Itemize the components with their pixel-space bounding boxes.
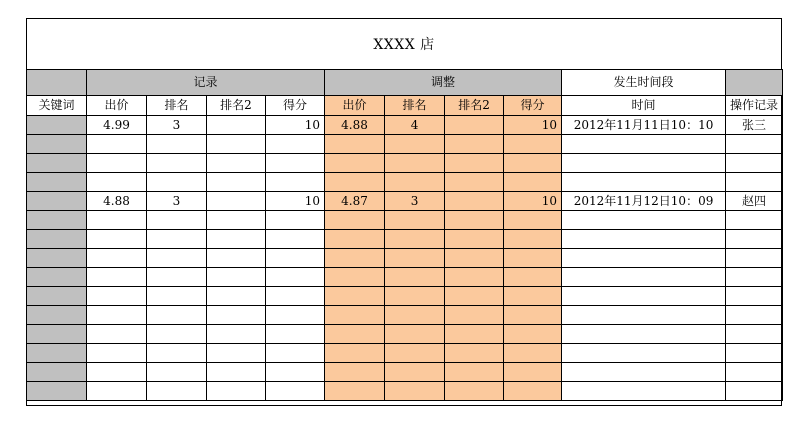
cell-adj-score[interactable]: 10 [504, 116, 562, 135]
cell-rec-rank2[interactable] [207, 230, 266, 249]
cell-rec-score[interactable] [266, 382, 325, 401]
cell-rec-score[interactable]: 10 [266, 192, 325, 211]
cell-adj-score[interactable] [504, 135, 562, 154]
cell-rec-rank[interactable] [147, 249, 207, 268]
cell-rec-score[interactable] [266, 173, 325, 192]
cell-rec-rank2[interactable] [207, 116, 266, 135]
table-row [27, 116, 783, 135]
cell-rec-rank[interactable] [147, 211, 207, 230]
cell-adj-bid[interactable] [325, 325, 385, 344]
cell-adj-rank[interactable] [385, 344, 445, 363]
cell-rec-rank2[interactable] [207, 135, 266, 154]
cell-keyword[interactable] [27, 173, 87, 192]
cell-adj-bid[interactable] [325, 287, 385, 306]
table-row [27, 325, 783, 344]
col-time: 时间 [562, 96, 726, 116]
cell-rec-rank[interactable] [147, 325, 207, 344]
cell-adj-rank2[interactable] [445, 363, 504, 382]
cell-operator[interactable] [726, 363, 783, 382]
cell-rec-rank2[interactable] [207, 306, 266, 325]
cell-time[interactable] [562, 135, 726, 154]
cell-time[interactable] [562, 325, 726, 344]
cell-adj-rank[interactable] [385, 382, 445, 401]
cell-rec-bid[interactable] [87, 344, 147, 363]
cell-adj-rank[interactable] [385, 325, 445, 344]
cell-adj-rank[interactable]: 3 [385, 192, 445, 211]
cell-adj-rank2[interactable] [445, 287, 504, 306]
cell-adj-bid[interactable] [325, 211, 385, 230]
cell-rec-bid[interactable] [87, 306, 147, 325]
cell-rec-rank2[interactable] [207, 154, 266, 173]
cell-rec-rank[interactable] [147, 154, 207, 173]
table-row [27, 249, 783, 268]
cell-adj-rank[interactable] [385, 268, 445, 287]
cell-rec-bid[interactable] [87, 268, 147, 287]
cell-adj-rank[interactable] [385, 135, 445, 154]
cell-adj-rank2[interactable] [445, 173, 504, 192]
table-row [27, 211, 783, 230]
cell-time[interactable] [562, 154, 726, 173]
cell-rec-score[interactable] [266, 211, 325, 230]
cell-adj-bid[interactable]: 4.88 [325, 116, 385, 135]
cell-rec-rank[interactable] [147, 287, 207, 306]
cell-rec-bid[interactable] [87, 325, 147, 344]
cell-rec-score[interactable] [266, 154, 325, 173]
cell-keyword[interactable] [27, 268, 87, 287]
table-row [27, 192, 783, 211]
col-keyword: 关键词 [27, 96, 87, 116]
cell-rec-score[interactable] [266, 325, 325, 344]
cell-keyword[interactable] [27, 325, 87, 344]
cell-adj-bid[interactable] [325, 382, 385, 401]
cell-adj-rank2[interactable] [445, 249, 504, 268]
cell-operator[interactable]: 张三 [726, 116, 783, 135]
cell-rec-bid[interactable] [87, 363, 147, 382]
cell-rec-rank2[interactable] [207, 363, 266, 382]
group-adjust: 调整 [325, 70, 562, 96]
col-operator: 操作记录 [726, 96, 783, 116]
cell-time[interactable] [562, 249, 726, 268]
table-row [27, 154, 783, 173]
col-adj-rank: 排名 [385, 96, 445, 116]
group-cell-blank [27, 70, 87, 96]
cell-adj-bid[interactable] [325, 363, 385, 382]
cell-adj-rank2[interactable] [445, 154, 504, 173]
cell-rec-bid[interactable] [87, 287, 147, 306]
cell-adj-score[interactable]: 10 [504, 192, 562, 211]
cell-adj-rank[interactable] [385, 363, 445, 382]
cell-rec-bid[interactable] [87, 249, 147, 268]
cell-time[interactable] [562, 173, 726, 192]
cell-adj-rank2[interactable] [445, 325, 504, 344]
cell-rec-rank[interactable] [147, 382, 207, 401]
col-rec-bid: 出价 [87, 96, 147, 116]
cell-adj-bid[interactable] [325, 154, 385, 173]
cell-keyword[interactable] [27, 306, 87, 325]
cell-adj-rank2[interactable] [445, 116, 504, 135]
table-row [27, 306, 783, 325]
cell-adj-rank2[interactable] [445, 211, 504, 230]
table-row [27, 135, 783, 154]
table-row [27, 382, 783, 401]
cell-rec-score[interactable] [266, 230, 325, 249]
col-adj-score: 得分 [504, 96, 562, 116]
cell-time[interactable]: 2012年11月11日10：10 [562, 116, 726, 135]
cell-rec-bid[interactable]: 4.99 [87, 116, 147, 135]
cell-operator[interactable] [726, 211, 783, 230]
table-row [27, 230, 783, 249]
cell-keyword[interactable] [27, 287, 87, 306]
cell-keyword[interactable] [27, 382, 87, 401]
cell-operator[interactable]: 赵四 [726, 192, 783, 211]
group-record: 记录 [87, 70, 325, 96]
cell-time[interactable] [562, 211, 726, 230]
cell-operator[interactable] [726, 249, 783, 268]
column-header-row [27, 96, 783, 116]
cell-adj-rank[interactable] [385, 306, 445, 325]
cell-adj-score[interactable] [504, 306, 562, 325]
cell-keyword[interactable] [27, 249, 87, 268]
cell-operator[interactable] [726, 268, 783, 287]
cell-operator[interactable] [726, 287, 783, 306]
cell-adj-rank2[interactable] [445, 192, 504, 211]
cell-adj-rank[interactable] [385, 287, 445, 306]
cell-keyword[interactable] [27, 154, 87, 173]
group-header-row [27, 70, 783, 96]
cell-keyword[interactable] [27, 211, 87, 230]
cell-adj-score[interactable] [504, 325, 562, 344]
cell-adj-rank[interactable] [385, 249, 445, 268]
cell-time[interactable] [562, 382, 726, 401]
cell-keyword[interactable] [27, 192, 87, 211]
cell-adj-score[interactable] [504, 287, 562, 306]
cell-rec-bid[interactable] [87, 230, 147, 249]
cell-rec-rank[interactable] [147, 306, 207, 325]
cell-time[interactable] [562, 344, 726, 363]
cell-rec-bid[interactable] [87, 382, 147, 401]
cell-adj-bid[interactable] [325, 135, 385, 154]
cell-operator[interactable] [726, 382, 783, 401]
cell-time[interactable]: 2012年11月12日10：09 [562, 192, 726, 211]
cell-rec-rank[interactable] [147, 363, 207, 382]
cell-operator[interactable] [726, 230, 783, 249]
cell-keyword[interactable] [27, 363, 87, 382]
cell-adj-rank[interactable] [385, 230, 445, 249]
cell-operator[interactable] [726, 306, 783, 325]
col-adj-bid: 出价 [325, 96, 385, 116]
table-row [27, 363, 783, 382]
sheet-title: XXXX 店 [373, 37, 435, 53]
cell-keyword[interactable] [27, 135, 87, 154]
cell-rec-rank2[interactable] [207, 344, 266, 363]
cell-adj-rank2[interactable] [445, 344, 504, 363]
group-period: 发生时间段 [562, 70, 726, 96]
cell-rec-rank[interactable] [147, 344, 207, 363]
cell-rec-rank[interactable] [147, 135, 207, 154]
cell-adj-score[interactable] [504, 211, 562, 230]
cell-keyword[interactable] [27, 116, 87, 135]
cell-rec-rank2[interactable] [207, 173, 266, 192]
cell-adj-bid[interactable]: 4.87 [325, 192, 385, 211]
cell-adj-bid[interactable] [325, 173, 385, 192]
cell-adj-rank[interactable]: 4 [385, 116, 445, 135]
cell-adj-score[interactable] [504, 230, 562, 249]
cell-rec-rank2[interactable] [207, 249, 266, 268]
cell-operator[interactable] [726, 135, 783, 154]
table-row [27, 287, 783, 306]
cell-adj-rank2[interactable] [445, 230, 504, 249]
cell-keyword[interactable] [27, 344, 87, 363]
cell-rec-rank2[interactable] [207, 382, 266, 401]
cell-rec-score[interactable] [266, 287, 325, 306]
spreadsheet [26, 18, 782, 406]
cell-rec-rank2[interactable] [207, 192, 266, 211]
table-row [27, 268, 783, 287]
cell-time[interactable] [562, 287, 726, 306]
group-cell-blank-right [726, 70, 783, 96]
cell-time[interactable] [562, 268, 726, 287]
cell-rec-bid[interactable] [87, 154, 147, 173]
cell-rec-score[interactable] [266, 363, 325, 382]
cell-rec-score[interactable] [266, 306, 325, 325]
cell-adj-score[interactable] [504, 344, 562, 363]
cell-rec-bid[interactable] [87, 211, 147, 230]
cell-rec-score[interactable] [266, 268, 325, 287]
cell-rec-score[interactable] [266, 135, 325, 154]
cell-rec-rank2[interactable] [207, 325, 266, 344]
cell-rec-rank[interactable]: 3 [147, 192, 207, 211]
cell-rec-rank[interactable] [147, 230, 207, 249]
cell-adj-rank2[interactable] [445, 268, 504, 287]
cell-adj-rank2[interactable] [445, 306, 504, 325]
cell-adj-score[interactable] [504, 154, 562, 173]
cell-rec-bid[interactable] [87, 135, 147, 154]
cell-time[interactable] [562, 363, 726, 382]
cell-operator[interactable] [726, 325, 783, 344]
cell-rec-score[interactable] [266, 344, 325, 363]
cell-rec-rank2[interactable] [207, 287, 266, 306]
cell-adj-bid[interactable] [325, 249, 385, 268]
table-row [27, 173, 783, 192]
cell-rec-rank[interactable]: 3 [147, 116, 207, 135]
cell-rec-rank[interactable] [147, 173, 207, 192]
col-adj-rank2: 排名2 [445, 96, 504, 116]
cell-adj-rank[interactable] [385, 154, 445, 173]
cell-adj-score[interactable] [504, 249, 562, 268]
cell-time[interactable] [562, 306, 726, 325]
cell-adj-bid[interactable] [325, 306, 385, 325]
cell-keyword[interactable] [27, 230, 87, 249]
col-rec-score: 得分 [266, 96, 325, 116]
cell-adj-rank[interactable] [385, 173, 445, 192]
cell-rec-rank2[interactable] [207, 268, 266, 287]
cell-adj-score[interactable] [504, 268, 562, 287]
cell-time[interactable] [562, 230, 726, 249]
cell-rec-bid[interactable]: 4.88 [87, 192, 147, 211]
cell-operator[interactable] [726, 154, 783, 173]
table-row [27, 344, 783, 363]
record-table [26, 69, 783, 401]
cell-adj-bid[interactable] [325, 230, 385, 249]
cell-adj-score[interactable] [504, 363, 562, 382]
cell-rec-score[interactable] [266, 249, 325, 268]
cell-rec-bid[interactable] [87, 173, 147, 192]
cell-adj-bid[interactable] [325, 268, 385, 287]
cell-operator[interactable] [726, 344, 783, 363]
cell-adj-rank2[interactable] [445, 135, 504, 154]
cell-adj-bid[interactable] [325, 344, 385, 363]
cell-adj-score[interactable] [504, 173, 562, 192]
col-rec-rank2: 排名2 [207, 96, 266, 116]
cell-adj-rank2[interactable] [445, 382, 504, 401]
col-rec-rank: 排名 [147, 96, 207, 116]
cell-rec-score[interactable]: 10 [266, 116, 325, 135]
cell-adj-rank[interactable] [385, 211, 445, 230]
cell-adj-score[interactable] [504, 382, 562, 401]
cell-operator[interactable] [726, 173, 783, 192]
cell-rec-rank[interactable] [147, 268, 207, 287]
cell-rec-rank2[interactable] [207, 211, 266, 230]
